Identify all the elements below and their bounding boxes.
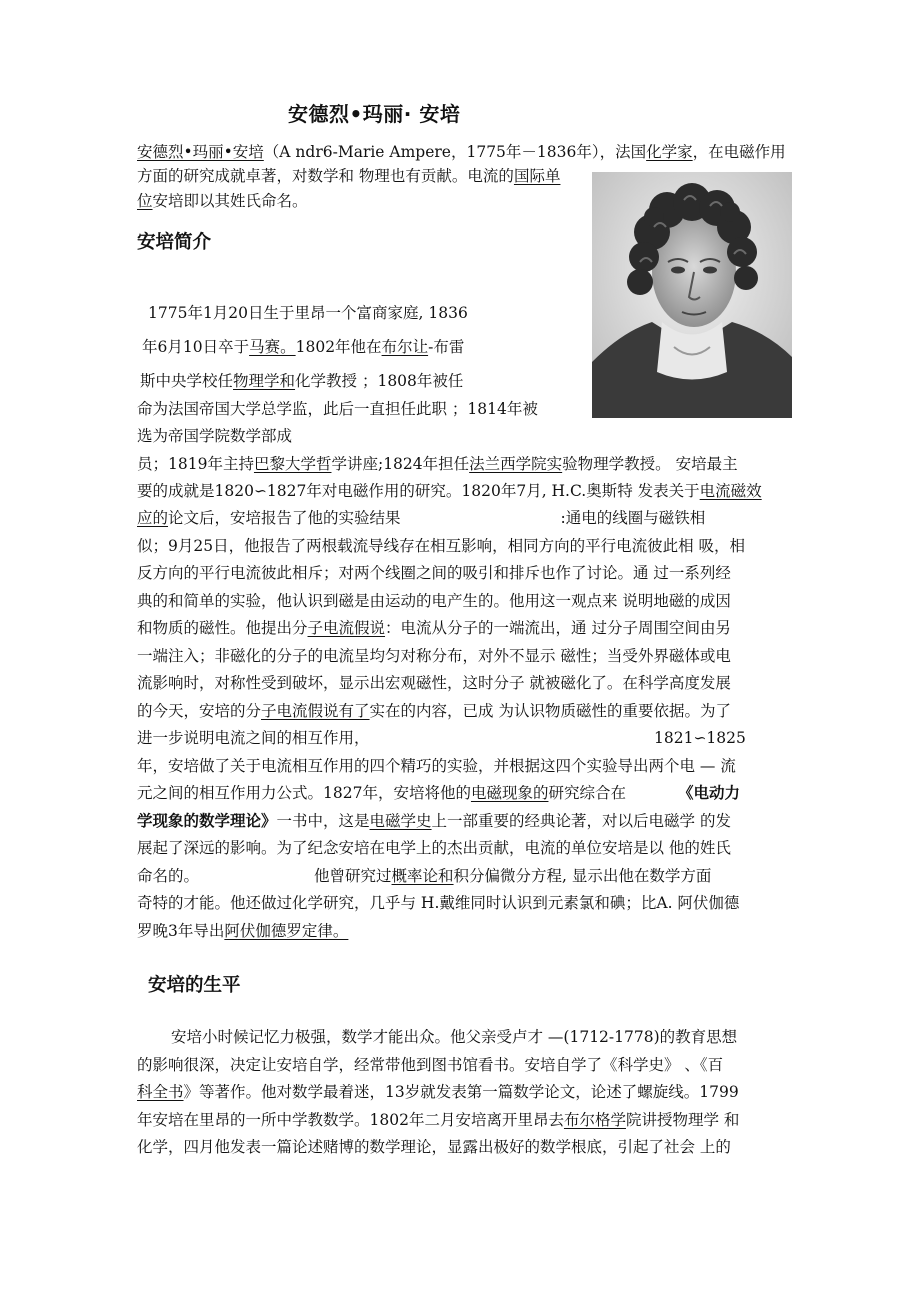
intro-line-2 xyxy=(137,166,560,186)
bio-line-8 xyxy=(137,508,705,528)
bio-text: 一书中，这是 xyxy=(276,812,370,830)
bio-line-9: 似；9月25日，他报告了两根载流导线存在相互影响，相同方向的平行电流彼此相 吸，相 xyxy=(137,537,746,555)
electromagnetism-link[interactable]: 电磁现象的 xyxy=(470,784,549,802)
bio-line-22: 奇特的才能。他还做过化学研究，几乎与 H.戴维同时认识到元素氯和碘；比A. 阿伏伽德 xyxy=(137,894,740,912)
bio-text: 年6月10日卒于 xyxy=(142,338,250,356)
si-unit-link-cont[interactable]: 位 xyxy=(137,192,153,210)
section-heading-life: 安培的生平 xyxy=(148,975,241,996)
bio-line-13: 一端注入；非磁化的分子的电流呈均匀对称分布，对外不显示 磁性；当受外界磁体或电 xyxy=(137,647,731,665)
bio-text: 斯中央学校任 xyxy=(140,372,234,390)
intro-text: （A ndr6-Marie Ampere，1775年－1836年），法国 xyxy=(263,143,647,161)
marseille-link[interactable]: 马赛。 xyxy=(249,338,296,356)
bio-line-11: 典的和简单的实验，他认识到磁是由运动的电产生的。他用这一观点来 说明地磁的成因 xyxy=(137,592,731,610)
probability-link[interactable]: 概率论和 xyxy=(391,867,454,885)
bio-text: 化学教授 ；1808年被任 xyxy=(295,372,464,390)
intro-text: 安培即以其姓氏命名。 xyxy=(152,192,308,210)
bio-text: 1802年他在 xyxy=(295,338,382,356)
molecular-current-link-2[interactable]: 子电流假说有了 xyxy=(261,702,370,720)
chemist-link[interactable]: 化学家 xyxy=(646,143,693,161)
bio-line-4: 命为法国帝国大学总学监，此后一直担任此职 ；1814年被 xyxy=(137,400,538,418)
life-line-5: 化学，四月他发表一篇论述赌博的数学理论，显露出极好的数学根底，引起了社会 上的 xyxy=(137,1138,731,1156)
bio-text: 进一步说明电流之间的相互作用， xyxy=(137,729,370,747)
bio-line-23 xyxy=(137,921,348,941)
bio-text: 的今天，安培的分 xyxy=(137,702,262,720)
bio-text: 论文后，安培报告了他的实验结果 xyxy=(168,509,401,527)
bio-line-14: 流影响时，对称性受到破坏，显示出宏观磁性，这时分子 就被磁化了。在科学高度发展 xyxy=(137,674,731,692)
intro-text: ，在电磁作用 xyxy=(692,143,786,161)
paris-university-link[interactable]: 巴黎大学哲 xyxy=(253,455,332,473)
book-title-part-2: 学现象的数学理论》 xyxy=(137,811,277,830)
bio-text: 元之间的相互作用力公式。1827年，安培将他的 xyxy=(137,784,471,802)
life-text: 院讲授物理学 和 xyxy=(625,1111,740,1129)
encyclopedia-link[interactable]: 科全书 xyxy=(137,1083,184,1101)
bio-text: 学讲座;1824年担任 xyxy=(331,455,470,473)
bio-text: 实在的内容，已成 为认识物质磁性的重要依据。为了 xyxy=(369,702,731,720)
bio-text: 验物理学教授。 安培最主 xyxy=(562,455,738,473)
bio-line-3 xyxy=(140,371,463,391)
bio-text: -布雷 xyxy=(428,338,465,356)
bio-line-17: 年，安培做了关于电流相互作用的四个精巧的实验，并根据这四个实验导出两个电 — 流 xyxy=(137,757,736,775)
bio-line-18 xyxy=(137,783,740,803)
bio-text: 要的成就是1820∽1827年对电磁作用的研究。1820年7月, H.C.奥斯特 发表关于 xyxy=(137,482,700,500)
bourg-college-link[interactable]: 布尔格学 xyxy=(563,1111,626,1129)
ampere-name-link[interactable]: 安德烈•玛丽•安培 xyxy=(137,143,264,161)
bio-line-19 xyxy=(137,811,731,831)
bio-line-5: 选为帝国学院数学部成 xyxy=(137,427,293,445)
intro-text: 方面的研究成就卓著，对数学和 物理也有贡献。电流的 xyxy=(137,167,514,185)
bio-line-6 xyxy=(137,454,738,474)
life-text: 》等著作。他对数学最着迷，13岁就发表第一篇数学论文，论述了螺旋线。1799 xyxy=(183,1083,739,1101)
em-history-link[interactable]: 电磁学史 xyxy=(369,812,432,830)
bio-text: ：电流从分子的一端流出，通 过分子周围空间由另 xyxy=(385,619,731,637)
si-unit-link[interactable]: 国际单 xyxy=(513,167,561,185)
intro-line-1 xyxy=(137,142,786,162)
life-line-3 xyxy=(137,1082,739,1102)
bio-line-12 xyxy=(137,618,731,638)
life-line-4 xyxy=(137,1110,739,1130)
bio-line-16 xyxy=(137,728,370,748)
page-title: 安德烈•玛丽· 安培 xyxy=(288,102,461,126)
bio-text: :通电的线圈与磁铁相 xyxy=(560,509,706,527)
magnetic-effect-link-cont[interactable]: 应的 xyxy=(137,509,169,527)
bio-line-2 xyxy=(142,337,464,357)
bio-line-15 xyxy=(137,701,731,721)
bio-line-1: 1775年1月20日生于里昂一个富商家庭, 1836 xyxy=(148,304,468,322)
bio-text: 员；1819年主持 xyxy=(137,455,254,473)
bio-text: 研究综合在 xyxy=(548,784,626,802)
college-de-france-link[interactable]: 法兰西学院实 xyxy=(469,455,563,473)
ampere-portrait-image xyxy=(592,172,792,418)
bio-line-7 xyxy=(137,481,762,501)
physics-link[interactable]: 物理学和 xyxy=(233,372,296,390)
bio-text: 命名的。 xyxy=(137,867,200,885)
bio-line-16-years: 1821∽1825 xyxy=(654,729,746,747)
life-line-2: 的影响很深，决定让安培自学，经常带他到图书馆看书。安培自学了《科学史》 、《百 xyxy=(137,1056,724,1074)
bourg-link[interactable]: 布尔让 xyxy=(381,338,429,356)
bio-line-20: 展起了深远的影响。为了纪念安培在电学上的杰出贡献，电流的单位安培是以 他的姓氏 xyxy=(137,839,731,857)
life-text: 年安培在里昂的一所中学教数学。1802年二月安培离开里昂去 xyxy=(137,1111,564,1129)
bio-text: 上一部重要的经典论著，对以后电磁学 的发 xyxy=(431,812,731,830)
bio-text: 罗晚3年导出 xyxy=(137,922,225,940)
molecular-current-link[interactable]: 子电流假说 xyxy=(307,619,386,637)
bio-text: 他曾研究过 xyxy=(314,867,392,885)
bio-line-21 xyxy=(137,866,711,886)
bio-text: 和物质的磁性。他提出分 xyxy=(137,619,308,637)
avogadro-law-link[interactable]: 阿伏伽德罗定律。 xyxy=(224,922,349,940)
intro-line-3 xyxy=(137,191,308,211)
life-line-1: 安培小时候记忆力极强，数学才能出众。他父亲受卢才 —(1712-1778)的教育思想 xyxy=(171,1028,738,1046)
section-heading-intro: 安培简介 xyxy=(137,232,212,253)
magnetic-effect-link[interactable]: 电流磁效 xyxy=(699,482,762,500)
bio-line-10: 反方向的平行电流彼此相斥；对两个线圈之间的吸引和排斥也作了讨论。通 过一系列经 xyxy=(137,564,731,582)
bio-text: 积分偏微分方程, 显示出他在数学方面 xyxy=(453,867,712,885)
book-title-part-1: 《电动力 xyxy=(677,783,740,802)
